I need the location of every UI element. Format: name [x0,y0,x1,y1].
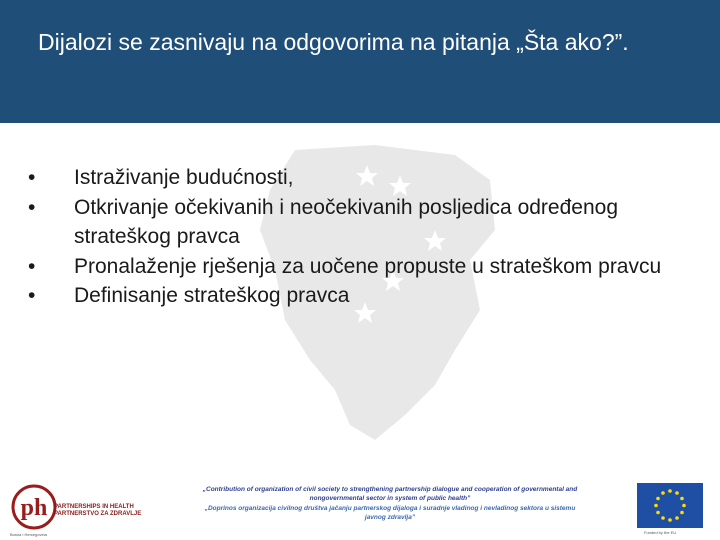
footer [0,470,720,540]
logo-name-line1: PARTNERSHIPS IN HEALTH [54,504,134,510]
project-description [200,486,580,522]
bullet-symbol: • [28,195,36,219]
bullet-symbol: • [28,284,36,307]
bullet-item [28,252,668,282]
logo-country: Bosna i Hercegovina [10,532,47,537]
bullet-text: Istraživanje budućnosti, [74,166,294,189]
logo-letters: ph [20,495,48,521]
title-bar [0,0,720,123]
bullet-symbol: • [28,166,36,189]
eu-caption: Funded by the EU [644,530,677,535]
logo-name [54,504,141,518]
slide-title: Dijalozi se zasnivaju na odgovorima na pitanja „Šta ako?”. [38,29,629,55]
bullet-item [28,281,668,311]
eu-flag-icon [637,483,703,528]
logo-name-line2: PARTNERSTVO ZA ZDRAVLJE [54,511,142,517]
bullet-item [28,163,668,193]
bullet-symbol: • [28,254,36,278]
project-text-bs: „Doprinos organizacija civilnog društva jačanju partnerskog dijaloga i suradnje vladinog i nevladinog sektora u sistemu javnog zdravlja” [204,505,576,521]
partnerships-in-health-logo [10,482,58,532]
bullet-item [28,193,668,252]
bullet-list [28,163,668,311]
bullet-text: Otkrivanje očekivanih i neočekivanih posljedica određenog strateškog pravca [74,195,619,248]
project-text-en: „Contribution of organization of civil society to strengthening partnership dialogue and cooperation of governmental and nongovernmental sector in system of public health” [202,486,578,502]
bullet-text: Definisanje strateškog pravca [74,284,350,307]
bullet-text: Pronalaženje rješenja za uočene propuste u strateškom pravcu [74,254,662,278]
